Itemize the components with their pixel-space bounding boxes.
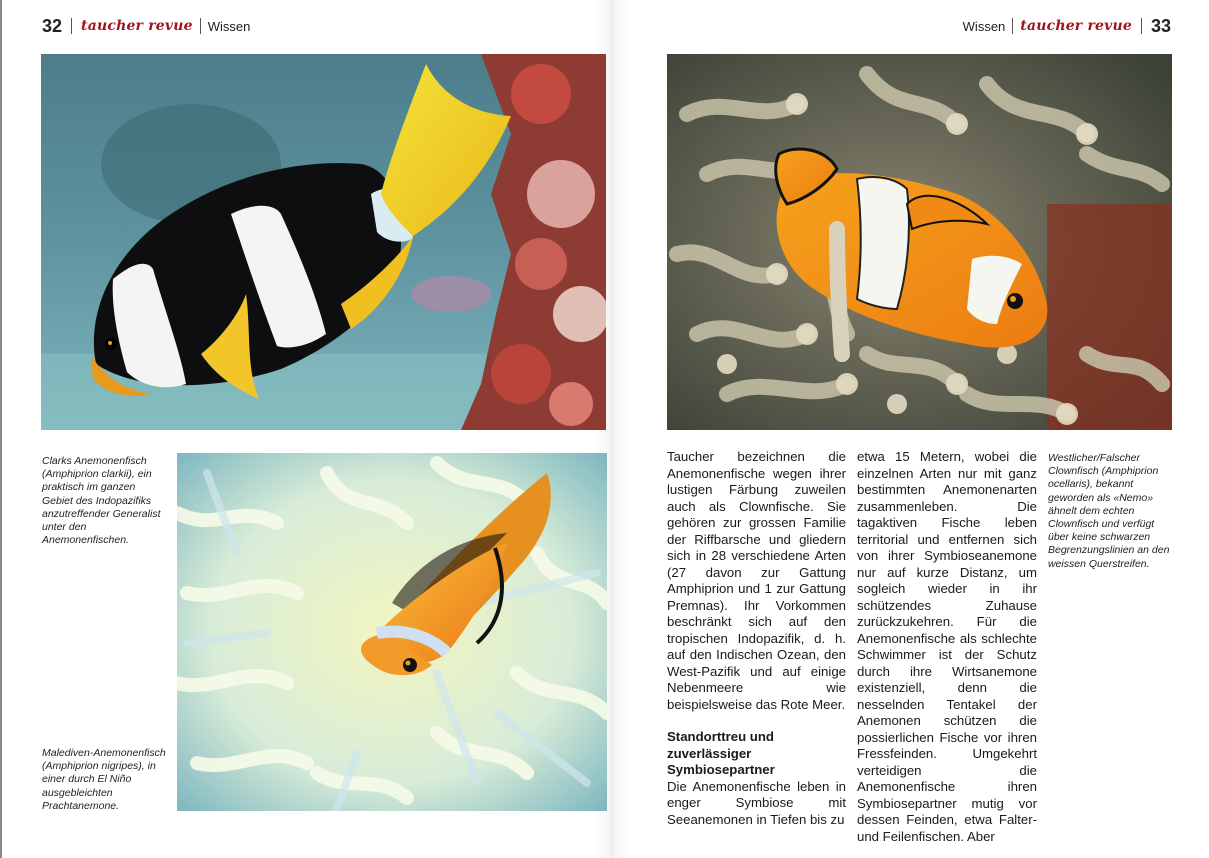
article-paragraph: etwa 15 Metern, wobei die einzelnen Arten nur mit ganz bestimmten Anemonenarten zusammenleben. Die tagaktiven Fische leben territorial und entfernen sich von ihrer Symbioseanemone nur auf kurze Distanz, um sogleich wieder in ihr schützendes Zuhause zurückzukehren. Für die Anemonenfische als schlechte Schwimmer ist der Schutz durch ihre Wirtsanemone existenziell, denn die nesselnden Tentakel der Anemonen schützen die possierlichen Fische vor ihren Fressfeinden. Umgekehrt verteidigen die Anemonenfische ihren Symbiosepartner mutig vor dessen Feinden, etwa Falter- und Feilenfischen. Aber [857, 449, 1037, 844]
caption-ocellaris: Westlicher/Falscher Clownfisch (Amphiprion ocellaris), bekannt geworden als «Nemo» ähnelt dem echten Clownfisch und verfügt über keine schwarzen Begrenzungslinien an den weissen Querstreifen. [1048, 452, 1170, 570]
caption-clark: Clarks Anemonenfisch (Amphiprion clarkii), ein praktisch im ganzen Gebiet des Indopazifiks anzutreffender Generalist unter den Anemonenfischen. [42, 455, 161, 547]
caption-maldives: Malediven-Anemonenfisch (Amphiprion nigripes), in einer durch El Niño ausgebleichten Prachtanemone. [42, 747, 166, 812]
photo-clark-anemonefish [41, 54, 606, 430]
photo-maldives-anemonefish [177, 453, 607, 811]
header-divider [71, 18, 72, 34]
article-column-1 [667, 449, 846, 828]
article-paragraph: Die Anemonenfische leben in enger Symbiose mit Seeanemonen in Tiefen bis zu [667, 778, 846, 827]
magazine-title-left: taucher revue [81, 18, 193, 34]
header-right [963, 14, 1171, 38]
page-number-left: 32 [42, 15, 63, 36]
article-subheading: Standorttreu und zuverlässiger Symbiosepartner [667, 729, 775, 777]
article-paragraph: Taucher bezeichnen die Anemonenfische wegen ihrer lustigen Färbung zuweilen auch als Clownfische. Sie gehören zur grossen Familie der Riffbarsche und gliedern sich in 28 verschiedene Arten (27 davon zur Gattung Amphiprion und 1 zur Gattung Premnas). Ihr Vorkommen beschränkt sich auf den tropischen Indopazifik, d. h. auf den Indischen Ozean, den West-Pazifik und auf einige Nebenmeere wie beispielsweise das Rote Meer. [667, 449, 846, 712]
header-divider [200, 18, 201, 34]
section-label-left: Wissen [207, 18, 251, 34]
article-column-2 [857, 449, 1037, 845]
magazine-title-right: taucher revue [1020, 18, 1132, 34]
header-divider [1141, 18, 1142, 34]
header-divider [1012, 18, 1013, 34]
section-label-right: Wissen [962, 18, 1006, 34]
header-left [42, 14, 250, 38]
page-number-right: 33 [1150, 15, 1171, 36]
page-edge [0, 0, 2, 858]
photo-ocellaris-clownfish [667, 54, 1172, 430]
